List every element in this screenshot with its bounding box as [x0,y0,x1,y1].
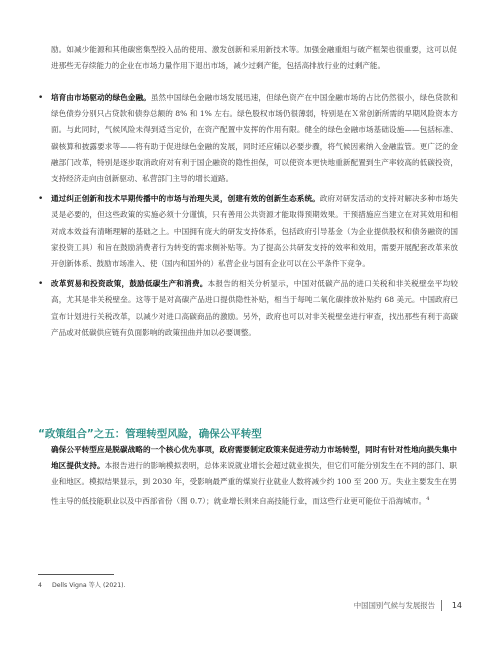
footnote-divider [38,574,114,575]
bullet-body [51,191,458,272]
page-footer [354,600,462,611]
section-heading: “政策组合”之五：管理转型风险，确保公平转型 [38,428,262,440]
bullet-item-trade-policy [38,276,458,341]
bullet-lead: 改革贸易和投资政策，鼓励低碳生产和消费。 [51,279,208,289]
footnote-number: 4 [38,582,42,589]
bullet-dot-icon: • [38,93,44,103]
bullet-item-green-finance [38,90,458,187]
bullet-body [51,276,458,341]
section-paragraph [51,442,457,509]
section-text: 本报告进行的影响模拟表明，总体来说就业增长会超过就业损失，但它们可能分别发生在不同的部门、职业和地区。模拟结果显示，到 2030 年，受影响最严重的煤炭行业就业人数将减少约 100 至 200 万。失业主要发生在男性主导的低技能职业以及中西部省份（图 0.7）；就业增长则来自高技能行业，而这些行业更可能位于沿海城市。 [51,461,458,506]
footnote [38,580,338,589]
bullet-dot-icon: • [38,279,44,290]
section-lead: 确保公平转型应是脱碳战略的一个核心优先事项，政府需要制定政策来促进劳动力市场转型，同时有针对性地向损失集中地区提供支持。 [51,445,457,471]
bullet-item-innovation [38,191,458,272]
bullet-text: 政府对研发活动的支持对解决多种市场失灵是必要的，但这些政策的实施必须十分谨慎，只有善用公共资源才能取得预期效果。干预措施应当建立在对其效用和相对成本效益有清晰理解的基础之上。中国拥有庞大的研发支持体系，包括政府引导基金（为企业提供股权和债务融资的国家投资工具）和旨在鼓励消费者行为转变的需求侧补贴等。为了提高公共研发支持的效率和效用，需要开展配套改革来放开创新体系、鼓励市场准入、使（国内和国外的）私营企业与国有企业可以在公平条件下竞争。 [51,194,458,269]
bullet-lead: 培育由市场驱动的绿色金融。 [51,93,151,102]
page-number: 14 [451,601,462,610]
bullet-text: 虽然中国绿色金融市场发展迅速，但绿色资产在中国金融市场的占比仍然很小，绿色贷款和绿色债券分别只占贷款和债券总额的 8% 和 1% 左右。绿色股权市场仍很薄弱，特别是在Ｘ常创新所需的早期风险资本方面。与此同时，气候风险未得到适当定价，在资产配置中发挥的作用有限。健全的绿色金融市场基础设施——包括标准、碳核算和披露要求等——将有助于促进绿色金融的发展，同时还应辅以必要步骤，将气候因素纳入金融监管。更广泛的金融部门改革，特别是逐步取消政府对有利于国企融资的隐性担保，可以使资本更快地重新配置到生产率较高的低碳投资，支持经济走向由创新驱动、私营部门主导的增长道路。 [51,93,459,184]
intro-paragraph: 励。如减少能源和其他碳密集型投入品的使用、激发创新和采用新技术等。加强金融重组与破产框架也很重要，这可以促进那些无存续能力的企业在市场力量作用下退出市场，减少过剩产能，包括高排放行业的过剩产能。 [51,45,457,71]
footer-divider [441,600,442,611]
report-title: 中国国别气候与发展报告 [353,601,436,610]
bullet-body [51,90,458,187]
bullet-list [38,90,458,345]
footnote-reference[interactable]: 4 [426,495,430,502]
bullet-text: 本报告的相关分析显示，中国对低碳产品的进口关税和非关税壁垒平均较高，尤其是非关税壁垒。这等于是对高碳产品进口提供隐性补贴，相当于每吨二氧化碳排放补贴约 68 美元。中国政府已宣布计划进行关税改革，以减少对进口高碳商品的激励。另外，政府也可以对非关税壁垒进行审查，找出那些有利于高碳产品或对低碳供应链有负面影响的政策扭曲并加以必要调整。 [51,279,459,337]
footnote-text: Dells Vigna 等人 (2021). [52,582,126,589]
bullet-lead: 通过纠正创新和技术早期传播中的市场与治理失灵，创建有效的创新生态系统。 [51,194,320,204]
bullet-dot-icon: • [38,194,44,205]
